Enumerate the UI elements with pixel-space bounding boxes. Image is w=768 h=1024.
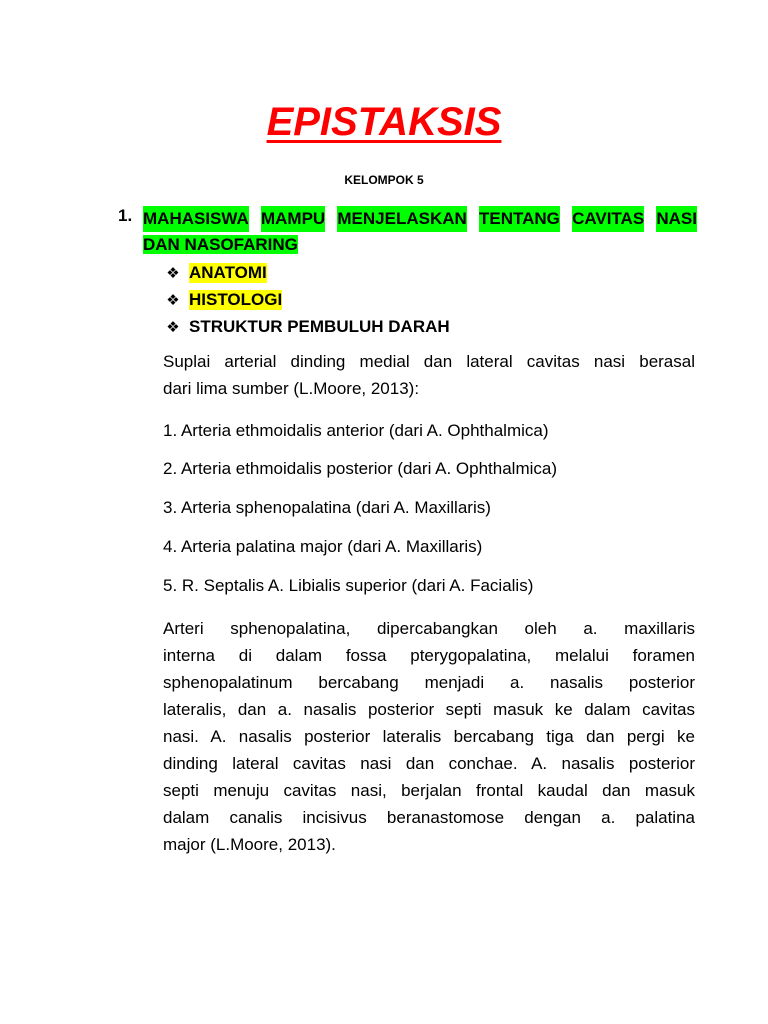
paragraph-line: Arteri sphenopalatina, dipercabangkan oleh a. maxillaris (163, 619, 695, 638)
bullet-item-anatomi (163, 259, 450, 286)
artery-list-item: 2. Arteria ethmoidalis posterior (dari A. Ophthalmica) (163, 459, 558, 478)
bullet-label: STRUKTUR PEMBULUH DARAH (189, 316, 450, 336)
artery-list-item: 3. Arteria sphenopalatina (dari A. Maxillaris) (163, 498, 491, 517)
objective-line-2 (143, 232, 697, 258)
bullet-label: HISTOLOGI (189, 289, 283, 309)
artery-list-item: 1. Arteria ethmoidalis anterior (dari A. Ophthalmica) (163, 421, 549, 440)
topic-bullet-list (163, 259, 450, 340)
objective-word: CAVITAS (572, 206, 644, 232)
artery-list-item: 5. R. Septalis A. Libialis superior (dari A. Facialis) (163, 576, 534, 595)
paragraph-line: dinding lateral cavitas nasi dan conchae. A. nasalis posterior (163, 754, 695, 773)
intro-line: Suplai arterial dinding medial dan lateral cavitas nasi berasal (163, 352, 695, 371)
bullet-label: ANATOMI (189, 262, 267, 282)
body-paragraph (163, 615, 695, 858)
bullet-item-histologi (163, 286, 450, 313)
paragraph-line: nasi. A. nasalis posterior lateralis bercabang tiga dan pergi ke (163, 727, 695, 746)
diamond-bullet-icon: ❖ (166, 264, 180, 282)
objective-word: MAMPU (261, 206, 325, 232)
document-title: EPISTAKSIS (266, 100, 502, 144)
artery-list-item: 4. Arteria palatina major (dari A. Maxillaris) (163, 537, 483, 556)
objective-word: NASI (656, 206, 697, 232)
objective-word: MENJELASKAN (337, 206, 466, 232)
objective-number: 1. (118, 206, 133, 225)
objective-line-1 (143, 206, 697, 232)
bullet-item-struktur (163, 313, 450, 340)
diamond-bullet-icon: ❖ (166, 291, 180, 309)
objective-word: TENTANG (479, 206, 560, 232)
paragraph-line: septi menuju cavitas nasi, berjalan frontal kaudal dan masuk (163, 781, 695, 800)
diamond-bullet-icon: ❖ (166, 318, 180, 336)
objective-word: MAHASISWA (143, 206, 249, 232)
objective-line-2-text: DAN NASOFARING (143, 235, 298, 254)
paragraph-line: dalam canalis incisivus beranastomose dengan a. palatina (163, 808, 695, 827)
paragraph-line: lateralis, dan a. nasalis posterior septi masuk ke dalam cavitas (163, 700, 695, 719)
paragraph-line: interna di dalam fossa pterygopalatina, melalui foramen (163, 646, 695, 665)
document-subtitle: KELOMPOK 5 (344, 173, 424, 187)
objective-text (143, 206, 697, 258)
intro-paragraph (163, 348, 695, 402)
intro-line: dari lima sumber (L.Moore, 2013): (163, 379, 420, 398)
paragraph-line: sphenopalatinum bercabang menjadi a. nasalis posterior (163, 673, 695, 692)
paragraph-line: major (L.Moore, 2013). (163, 835, 336, 854)
